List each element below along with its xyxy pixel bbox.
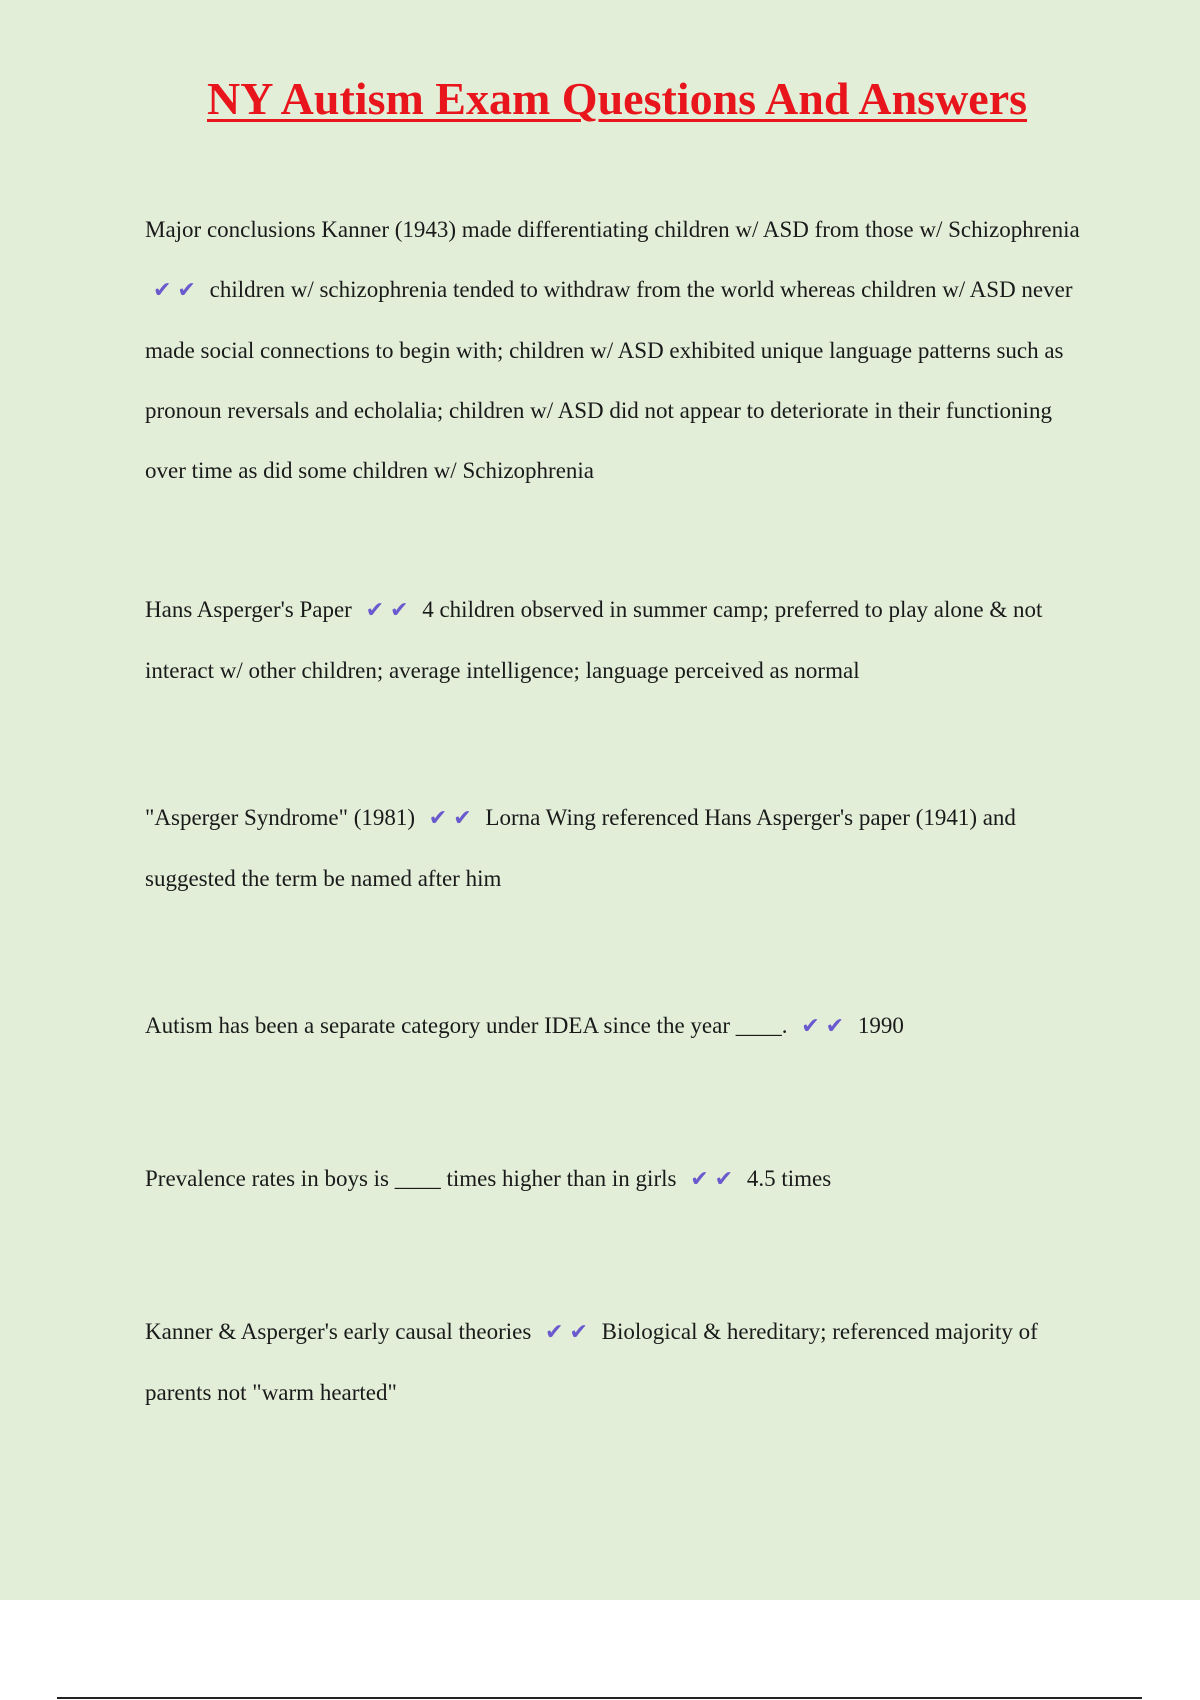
question-text: Prevalence rates in boys is ____ times higher than in girls <box>145 1166 677 1191</box>
qa-item <box>145 788 1095 909</box>
answer-text: children w/ schizophrenia tended to withdraw from the world whereas children w/ ASD never made social connections to begin with; children w/ ASD exhibited unique language patterns such as pronoun reversals and echolalia; children w/ ASD did not appear to deteriorate in their functioning over time as did some children w/ Schizophrenia <box>145 277 1073 483</box>
footer-divider <box>57 1697 1142 1699</box>
question-text: Autism has been a separate category under IDEA since the year ____. <box>145 1013 788 1038</box>
double-checkmark-icon: ✔✔ <box>153 278 202 303</box>
double-checkmark-icon: ✔✔ <box>801 1014 851 1039</box>
question-text: Kanner & Asperger's early causal theories <box>145 1319 532 1344</box>
question-text: Hans Asperger's Paper <box>145 597 352 622</box>
answer-text: Lorna Wing referenced Hans Asperger's paper (1941) and suggested the term be named after him <box>145 805 1016 891</box>
double-checkmark-icon: ✔✔ <box>690 1167 740 1192</box>
qa-item <box>145 200 1095 501</box>
double-checkmark-icon: ✔✔ <box>545 1320 594 1345</box>
document-title: NY Autism Exam Questions And Answers <box>206 73 1028 124</box>
answer-text: 1990 <box>857 1013 904 1038</box>
answer-text: 4 children observed in summer camp; preferred to play alone & not interact w/ other children; average intelligence; language perceived as normal <box>145 597 1043 683</box>
qa-item <box>145 1149 1095 1210</box>
qa-item <box>145 580 1095 701</box>
answer-text: 4.5 times <box>746 1166 832 1191</box>
qa-item <box>145 1302 1095 1423</box>
answer-text: Biological & hereditary; referenced majority of parents not "warm hearted" <box>145 1319 1038 1405</box>
double-checkmark-icon: ✔✔ <box>428 806 478 831</box>
double-checkmark-icon: ✔✔ <box>365 598 415 623</box>
question-text: "Asperger Syndrome" (1981) <box>145 805 416 830</box>
qa-item <box>145 996 1095 1057</box>
question-text: Major conclusions Kanner (1943) made differentiating children w/ ASD from those w/ Schizophrenia <box>145 217 1080 242</box>
